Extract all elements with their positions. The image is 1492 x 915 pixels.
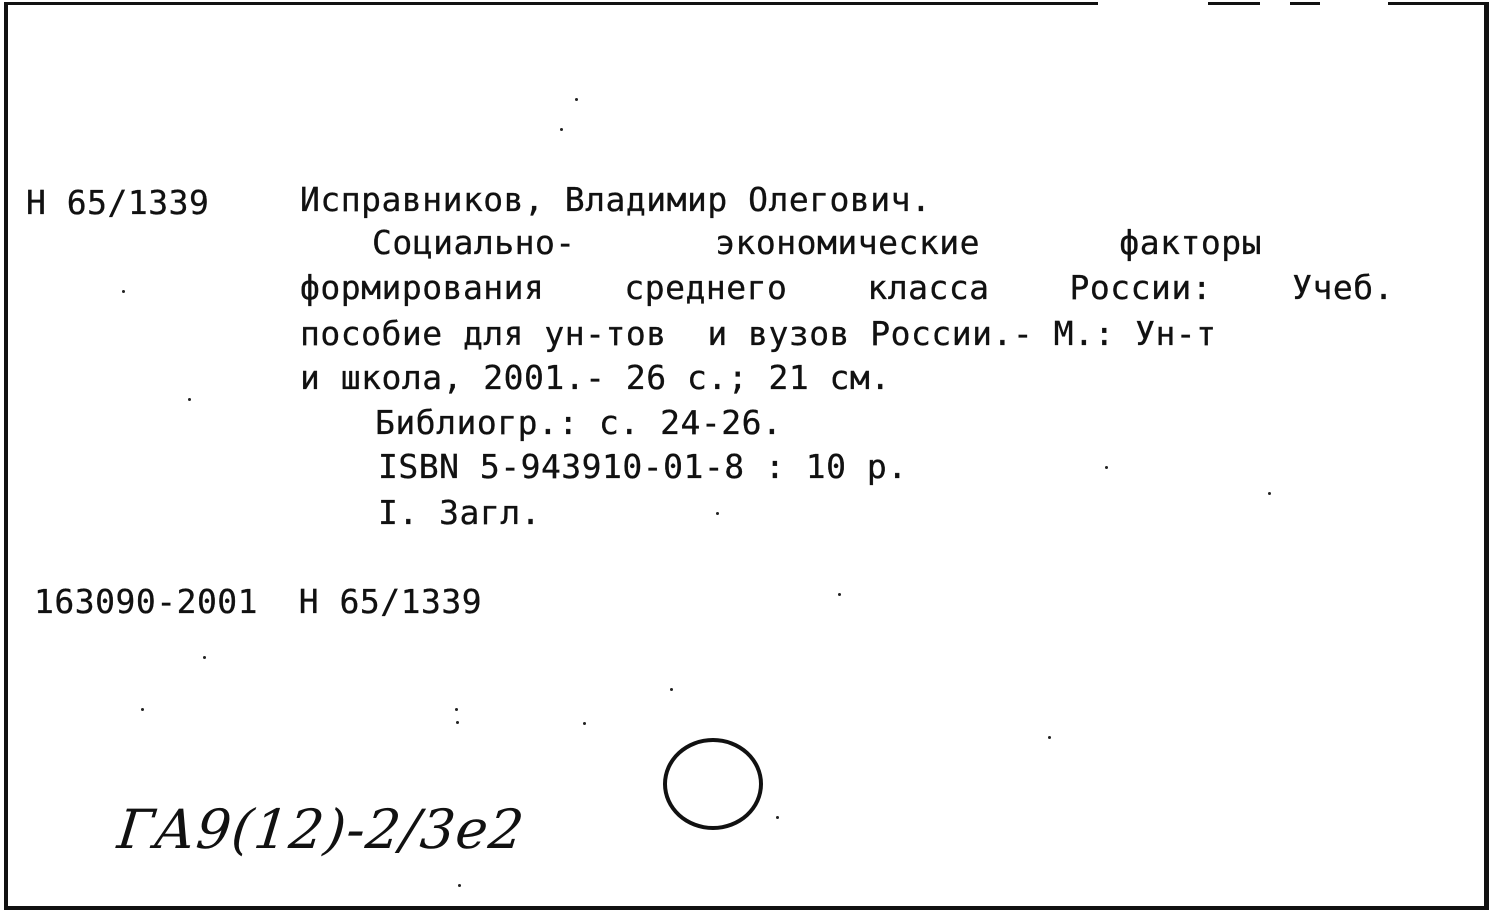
scan-speck: [1268, 492, 1271, 495]
scan-speck: [141, 708, 144, 711]
isbn-line: ISBN 5-943910-01-8 : 10 р.: [378, 447, 908, 486]
author-heading: Исправников, Владимир Олегович.: [300, 180, 932, 219]
card-top-edge: [8, 2, 1098, 5]
title-word: среднего: [624, 268, 788, 307]
title-word: факторы: [1119, 223, 1262, 262]
title-word: формирования: [300, 268, 545, 307]
scan-speck: [560, 128, 563, 131]
title-line-1: [372, 223, 1262, 263]
scan-speck: [838, 593, 841, 596]
scan-speck: [203, 656, 206, 659]
scan-speck: [716, 512, 719, 515]
imprint-line: и школа, 2001.- 26 с.; 21 см.: [300, 358, 891, 397]
title-word: Учеб.: [1292, 268, 1394, 307]
scan-speck: [1048, 736, 1051, 739]
title-line-3: пособие для ун-тов и вузов России.- М.: Ун-т: [300, 314, 1217, 353]
scan-speck: [122, 290, 125, 293]
title-word: класса: [867, 268, 990, 307]
card-footer: 163090-2001 Н 65/1339: [34, 582, 483, 621]
scan-speck: [456, 721, 459, 724]
card-top-edge: [1388, 2, 1484, 5]
bibliography-note: Библиогр.: с. 24-26.: [375, 403, 783, 442]
scan-speck: [776, 816, 779, 819]
title-word: экономические: [715, 223, 980, 262]
call-number: Н 65/1339: [26, 183, 210, 222]
card-top-edge: [1208, 2, 1260, 5]
card-top-edge: [1290, 2, 1320, 5]
handwritten-shelf-mark: ГА9(12)-2/3е2: [114, 798, 528, 861]
title-line-2: [300, 268, 1394, 308]
scan-speck: [670, 688, 673, 691]
title-word: Социально-: [372, 223, 576, 262]
scan-speck: [188, 398, 191, 401]
scan-speck: [455, 708, 458, 711]
punch-hole: [663, 738, 763, 830]
scan-speck: [1105, 466, 1108, 469]
tracing-line: I. Загл.: [378, 493, 541, 532]
scan-speck: [583, 722, 586, 725]
scan-speck: [575, 98, 578, 101]
scan-speck: [458, 884, 461, 887]
title-word: России:: [1069, 268, 1213, 307]
